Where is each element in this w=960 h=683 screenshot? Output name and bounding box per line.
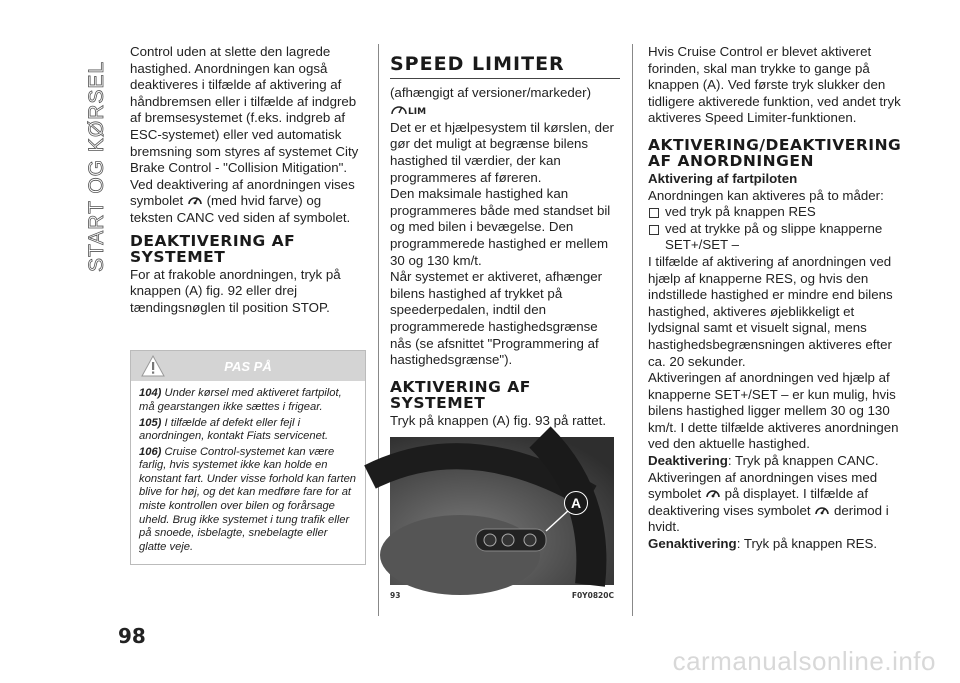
symbol-line-c: teksten CANC ved siden af symbolet. [130, 209, 351, 225]
speed-limiter-para-2: Den maksimale hastighed kan programmeres både med standset bil og med bilen i bevægelse. Den programmerede hastighed er mellem 30 og 130 km/t. [390, 186, 611, 268]
warning-text: Cruise Control-systemet kan være farlig, hvis systemet ikke kan holde en konstant fart. Under visse forhold kan farten blive for høj, og det kan medføre fare for at miste kontrollen over bilen og forårsage uheld. Brug ikke systemet i tung trafik eller på snoede, isbelagte, snebelagte eller glatte veje. [139, 445, 357, 553]
svg-text:LIM: LIM [408, 107, 427, 118]
column-2 [390, 44, 620, 605]
speed-limiter-icon [390, 101, 427, 118]
warning-box [130, 350, 366, 565]
symbol-line-a: symbolet [130, 193, 184, 209]
symbol-line-b: (med hvid farve) og [206, 193, 322, 209]
heading-act-deact: AKTIVERING/DEAKTIVERING AF ANORDNINGEN [648, 135, 902, 170]
speedometer-icon [814, 503, 830, 517]
deactivation-text: For at frakoble anordningen, tryk på knappen (A) fig. 92 eller drej tændingsnøglen til position STOP. [130, 266, 341, 315]
activation-text: Tryk på knappen (A) fig. 93 på rattet. [390, 412, 607, 428]
watermark-text: carmanualsonline.info [672, 646, 936, 676]
heading-activation: AKTIVERING AF SYSTEMET [390, 377, 531, 412]
activation-para-1: I tilfælde af aktivering af anordningen ved hjælp af knapperne RES, og hvis den indstillede hastighed er mindre end bilens hastighed, aktiveres øjeblikkeligt et lydsignal samt et visuelt signal, mens hastighedsbegrænsningen aktiveres efter ca. 20 sekunder. [648, 253, 893, 369]
symbol-line [130, 193, 366, 226]
speed-limiter-para-3: Når systemet er aktiveret, afhænger bilens hastighed af trykket på speederpedalen, indtil den programmerede hastighedsgrænse nås (se afsnittet "Programmering af hastighedsgrænse"). [390, 269, 603, 368]
column-3 [648, 44, 906, 553]
warning-item [139, 417, 357, 444]
subheading-activation: Aktivering af fartpiloten [648, 170, 798, 186]
speed-limiter-heading: SPEED LIMITER [390, 56, 620, 79]
callout-a: A [564, 491, 588, 515]
section-side-title [84, 52, 108, 272]
reactivation-para [648, 536, 906, 553]
reactivation-text: : Tryk på knappen RES. [736, 536, 878, 552]
activation-para-2: Aktiveringen af anordningen ved hjælp af knapperne SET+/SET – er kun mulig, hvis bilens hastighed ligger mellem 30 og 130 km/t. I dette tilfælde aktiveres anordningen ved den aktuelle hastighed. [648, 370, 899, 452]
deactivation-text-c: derimod i hvidt. [648, 502, 889, 535]
cruise-intro-text: Control uden at slette den lagrede hastighed. Anordningen kan også deaktiveres i tilfælde af aktivering af håndbremsen eller i tilfælde af indgreb af bremsesystemet (f.eks. indgreb af ESC-systemet) eller ved automatisk bremsning som styres af systemet City Brake Control - "Collision Mitigation". Ved deaktivering af anordningen vises [130, 44, 359, 192]
warning-num: 106) [139, 445, 162, 458]
list-item-text: ved tryk på knappen RES [665, 204, 816, 220]
speedometer-icon [705, 486, 721, 500]
figure-code: F0Y0820C [571, 591, 614, 601]
speedometer-icon [187, 193, 203, 207]
list-item [648, 204, 906, 221]
warning-text: I tilfælde af defekt eller fejl i anordningen, kontakt Fiats servicenet. [139, 416, 329, 443]
version-note: (afhængigt af versioner/markeder) [390, 84, 592, 100]
figure-number: 93 [390, 591, 401, 601]
steering-wheel-figure [390, 437, 614, 585]
checkbox-bullet-icon [649, 208, 659, 218]
warning-num: 104) [139, 387, 162, 400]
warning-item [139, 446, 357, 555]
deactivation-text-a: : Tryk på knappen CANC. Aktiveringen af anordningen vises med symbolet [648, 453, 879, 502]
warning-body [131, 381, 365, 564]
list-item [648, 221, 906, 254]
reactivation-label: Genaktivering [648, 536, 737, 552]
column-divider [632, 44, 633, 616]
list-item-text: ved at trykke på og slippe knapperne SET+/SET – [665, 220, 883, 253]
warning-header [131, 351, 365, 381]
col3-intro: Hvis Cruise Control er blevet aktiveret forinden, skal man trykke to gange på knappen (A). Ved første tryk slukker den tidligere aktiverede funktion, ved andet tryk aktiveres Speed Limiter-funktionen. [648, 44, 901, 126]
speed-limiter-para-1: Det er et hjælpesystem til kørslen, der gør det muligt at begrænse bilens hastighed til værdier, der kan programmeres af føreren. [390, 119, 614, 185]
warning-title: PAS PÅ [224, 359, 272, 375]
deactivation-para [648, 453, 906, 536]
warning-num: 105) [139, 416, 162, 429]
warning-item [139, 387, 357, 414]
side-title-text: START OG KØRSEL [85, 60, 108, 272]
checkbox-bullet-icon [649, 225, 659, 235]
page-number: 98 [118, 624, 146, 648]
heading-deactivation: DEAKTIVERING AF SYSTEMET [130, 231, 296, 266]
activation-lead: Anordningen kan aktiveres på to måder: [648, 187, 884, 203]
warning-text: Under kørsel med aktiveret fartpilot, må gearstangen ikke sættes i frigear. [139, 387, 342, 413]
column-1 [130, 44, 366, 565]
deactivation-label: Deaktivering [648, 453, 728, 469]
column-divider [378, 44, 379, 616]
deactivation-text-b: på displayet. I tilfælde af deaktivering vises symbolet [648, 486, 869, 518]
